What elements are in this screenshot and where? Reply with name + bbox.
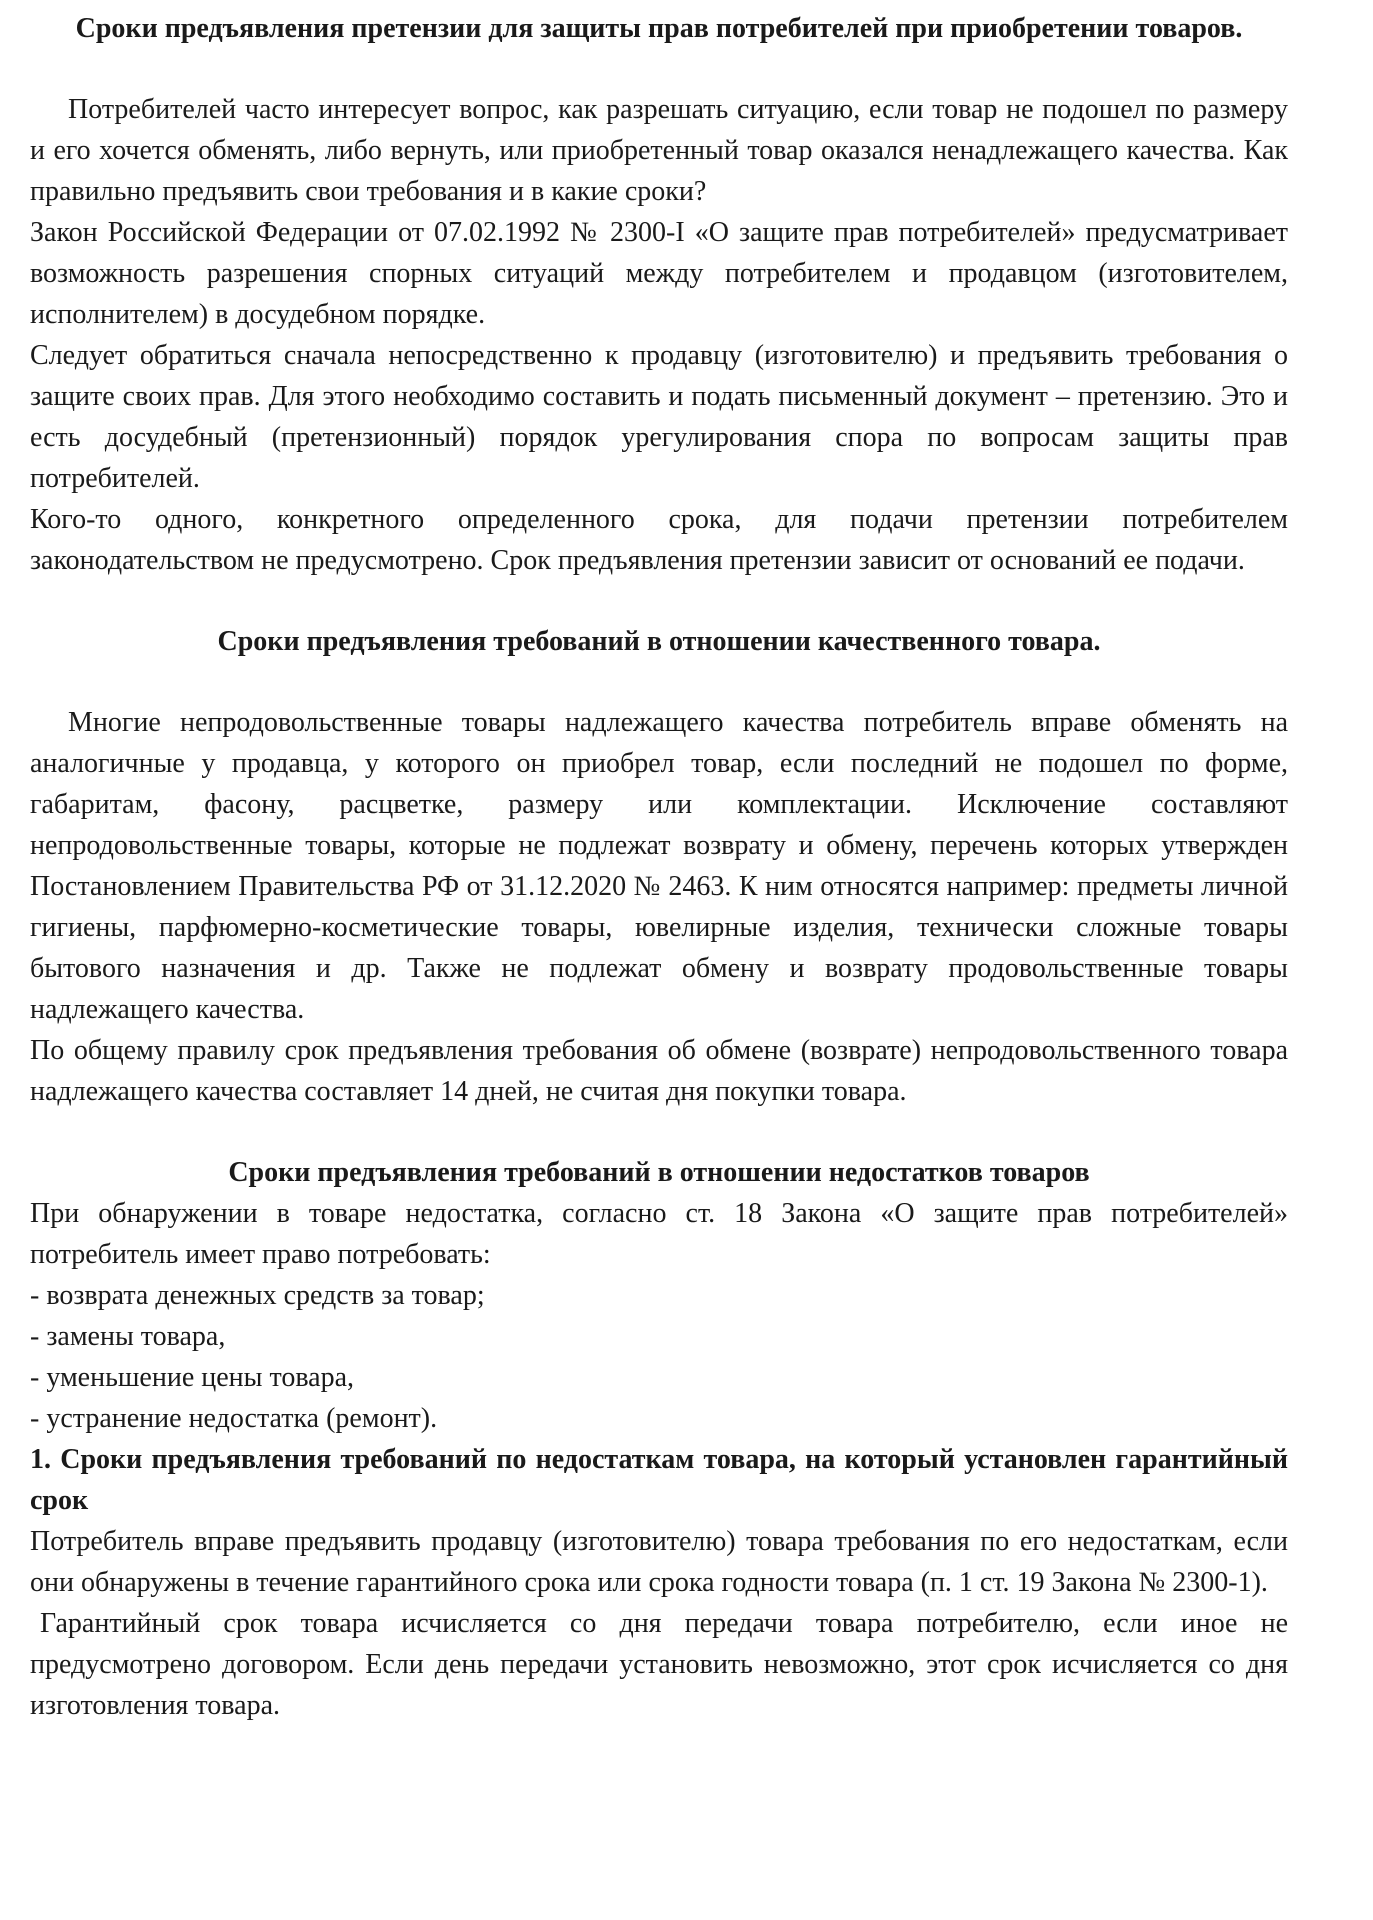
document-page xyxy=(30,8,1288,1726)
intro-paragraph-2: Закон Российской Федерации от 07.02.1992 № 2300-I «О защите прав потребителей» предусматривает возможность разрешения спорных ситуаций между потребителем и продавцом (изготовителем, исполнителем) в досудебном порядке. xyxy=(30,217,1288,330)
section1-paragraph-2: По общему правилу срок предъявления требования об обмене (возврате) непродовольственного товара надлежащего качества составляет 14 дней, не считая дня покупки товара. xyxy=(30,1035,1288,1107)
section2-intro: При обнаружении в товаре недостатка, согласно ст. 18 Закона «О защите прав потребителей» потребитель имеет право потребовать: xyxy=(30,1198,1288,1270)
section2-paragraph-1: Потребитель вправе предъявить продавцу (изготовителю) товара требования по его недостаткам, если они обнаружены в течение гарантийного срока или срока годности товара (п. 1 ст. 19 Закона № 2300-1). xyxy=(30,1526,1288,1598)
intro-paragraph-4: Кого-то одного, конкретного определенного срока, для подачи претензии потребителем законодательством не предусмотрено. Срок предъявления претензии зависит от оснований ее подачи. xyxy=(30,504,1288,576)
section1-paragraph-1: Многие непродовольственные товары надлежащего качества потребитель вправе обменять на аналогичные у продавца, у которого он приобрел товар, если последний не подошел по форме, габаритам, фасону, расцветке, размеру или комплектации. Исключение составляют непродовольственные товары, которые не подлежат возврату и обмену, перечень которых утвержден Постановлением Правительства РФ от 31.12.2020 № 2463. К ним относятся например: предметы личной гигиены, парфюмерно-косметические товары, ювелирные изделия, технически сложные товары бытового назначения и др. Также не подлежат обмену и возврату продовольственные товары надлежащего качества. xyxy=(30,707,1288,1025)
list-item: - устранение недостатка (ремонт). xyxy=(30,1403,438,1434)
section2-heading: Сроки предъявления требований в отношении недостатков товаров xyxy=(228,1157,1090,1188)
intro-paragraph-3: Следует обратиться сначала непосредственно к продавцу (изготовителю) и предъявить требования о защите своих прав. Для этого необходимо составить и подать письменный документ – претензию. Это и есть досудебный (претензионный) порядок урегулирования спора по вопросам защиты прав потребителей. xyxy=(30,340,1288,494)
list-item: - возврата денежных средств за товар; xyxy=(30,1280,485,1311)
document-title: Сроки предъявления претензии для защиты прав потребителей при приобретении товаров. xyxy=(75,13,1243,44)
list-item: - замены товара, xyxy=(30,1321,226,1352)
section1-heading: Сроки предъявления требований в отношении качественного товара. xyxy=(217,626,1101,657)
list-item: - уменьшение цены товара, xyxy=(30,1362,355,1393)
intro-paragraph-1: Потребителей часто интересует вопрос, как разрешать ситуацию, если товар не подошел по размеру и его хочется обменять, либо вернуть, или приобретенный товар оказался ненадлежащего качества. Как правильно предъявить свои требования и в какие сроки? xyxy=(30,94,1288,207)
warranty-subheading: 1. Сроки предъявления требований по недостаткам товара, на который установлен гарантийный срок xyxy=(30,1444,1288,1516)
section2-paragraph-2: Гарантийный срок товара исчисляется со дня передачи товара потребителю, если иное не предусмотрено договором. Если день передачи установить невозможно, этот срок исчисляется со дня изготовления товара. xyxy=(30,1608,1288,1721)
